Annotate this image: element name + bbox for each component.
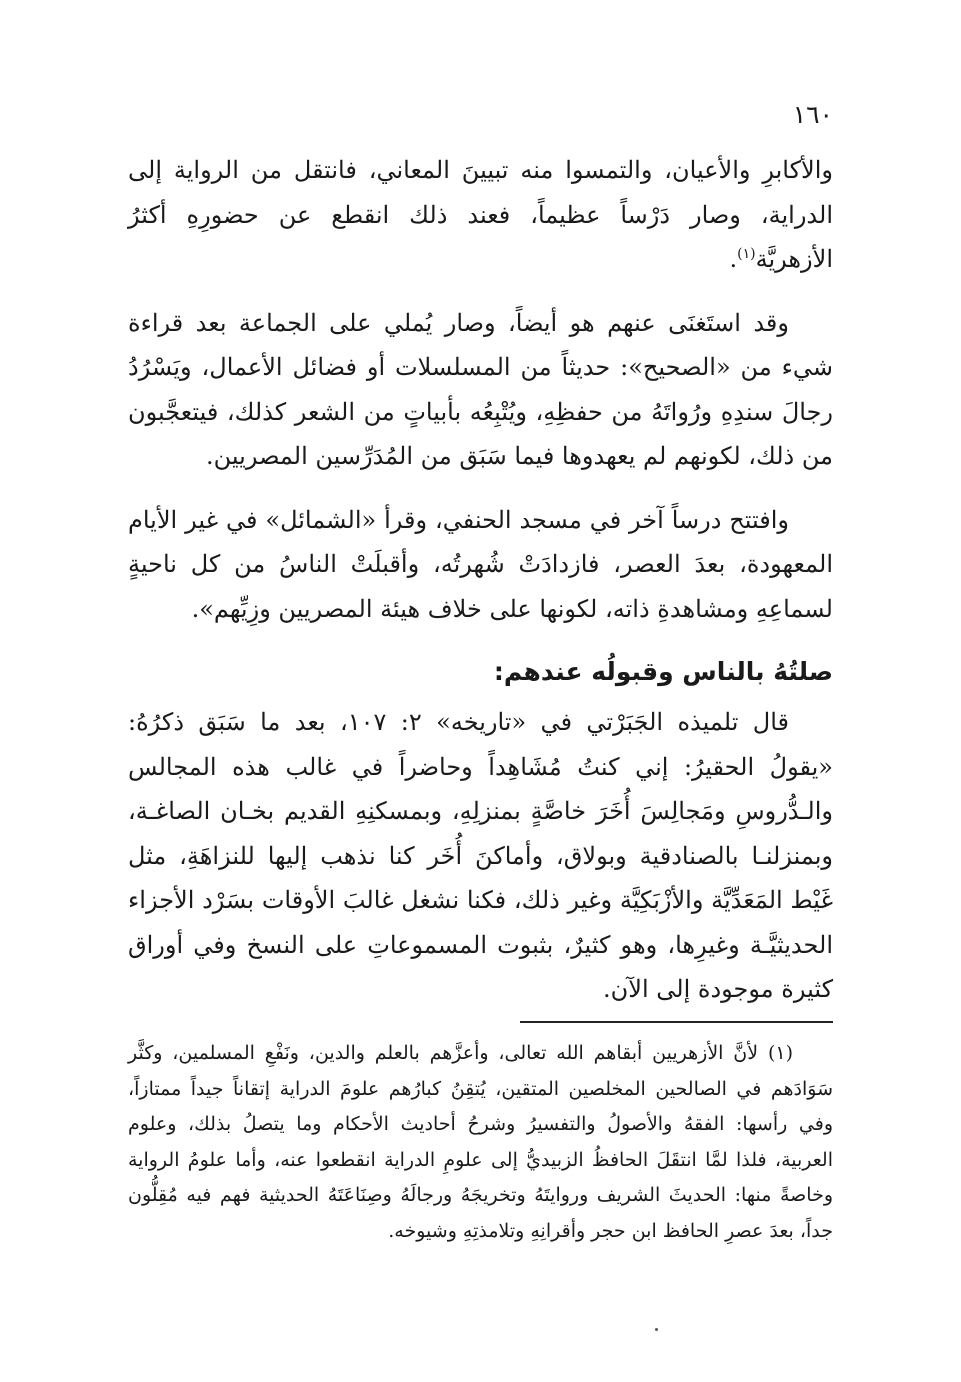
section-heading: صلتُهُ بالناس وقبولُه عندهم: <box>493 657 833 686</box>
paragraph-1 <box>128 148 833 282</box>
page-number: ١٦٠ <box>792 100 833 129</box>
paragraph-1-end: . <box>729 245 738 273</box>
footnotes <box>128 1036 833 1249</box>
footnote-1: (١) لأنَّ الأزهريين أبقاهم الله تعالى، وأعزَّهم بالعلم والدين، ونَفْعِ المسلمين، وكثَّر سَوَادَهم في الصالحين المخلصين المتقين، يُتقِنُ كبارُهم علومَ الدراية إتقاناً جيداً ممتازاً، وفي رأسها: الفقهُ والأصولُ والتفسيرُ وشرحُ أحاديث الأحكام وما يتصلُ بذلك، وعلوم العربية، فلذا لمَّا انتقَلَ الحافظُ الزبيديُّ إلى علومِ الدراية انقطعوا عنه، وأما علومُ الرواية وخاصةً منها: الحديثَ الشريف وروايتَهُ وتخريجَهُ ورجالَهُ وصِنَاعَتَهُ الحديثية فهم فيه مُقِلُّون جداً، بعدَ عصرِ الحافظ ابن حجر وأقرانِهِ وتلامذتِهِ وشيوخه. <box>128 1042 833 1242</box>
scan-dot <box>655 1328 658 1331</box>
main-text <box>128 148 833 1031</box>
footnote-marker[interactable]: (١) <box>737 246 756 262</box>
paragraph-4: قال تلميذه الجَبَرْتي في «تاريخه» ٢: ١٠٧، بعد ما سَبَق ذكرُهُ: «يقولُ الحقيرُ: إني كنتُ مُشَاهِداً وحاضراً في غالب هذه المجالس والـدُّروسِ ومَجالِسَ أُخَرَ خاصَّةٍ بمنزلِهِ، وبمسكنِهِ القديم بخـان الصاغـة، وبمنزلنـا بالصنادقية وبولاق، وأماكنَ أُخَر كنا نذهب إليها للنزاهَةِ، مثل غَيْط المَعَدِّيَّة والأزْبَكِيَّة وغير ذلك، فكنا نشغل غالبَ الأوقات بسَرْد الأجزاء الحديثيَّـة وغيرِها، وهو كثيرٌ، بثبوت المسموعاتِ على النسخ وفي أوراق كثيرة موجودة إلى الآن. <box>128 708 833 1003</box>
footnote-separator <box>520 1021 833 1023</box>
paragraph-2: وقد استَغنَى عنهم هو أيضاً، وصار يُملي على الجماعة بعد قراءة شيء من «الصحيح»: حديثاً من المسلسلات أو فضائل الأعمال، ويَسْرُدُ رجالَ سندِهِ ورُواتَهُ من حفظِهِ، ويُتْبِعُه بأبياتٍ من الشعر كذلك، فيتعجَّبون من ذلك، لكونهم لم يعهدوها فيما سَبَق من المُدَرِّسين المصريين. <box>128 308 833 470</box>
paragraph-3: وافتتح درساً آخر في مسجد الحنفي، وقرأ «الشمائل» في غير الأيام المعهودة، بعدَ العصر، فازدادَتْ شُهرتُه، وأقبلَتْ الناسُ من كل ناحيةٍ لسماعِهِ ومشاهدةِ ذاته، لكونها على خلاف هيئة المصريين وزِيِّهم». <box>128 505 833 623</box>
paragraph-1-text: والأكابرِ والأعيان، والتمسوا منه تبيينَ المعاني، فانتقل من الرواية إلى الدراية، وصار دَرْساً عظيماً، فعند ذلك انقطع عن حضورِهِ أكثرُ الأزهريَّة <box>128 156 833 273</box>
